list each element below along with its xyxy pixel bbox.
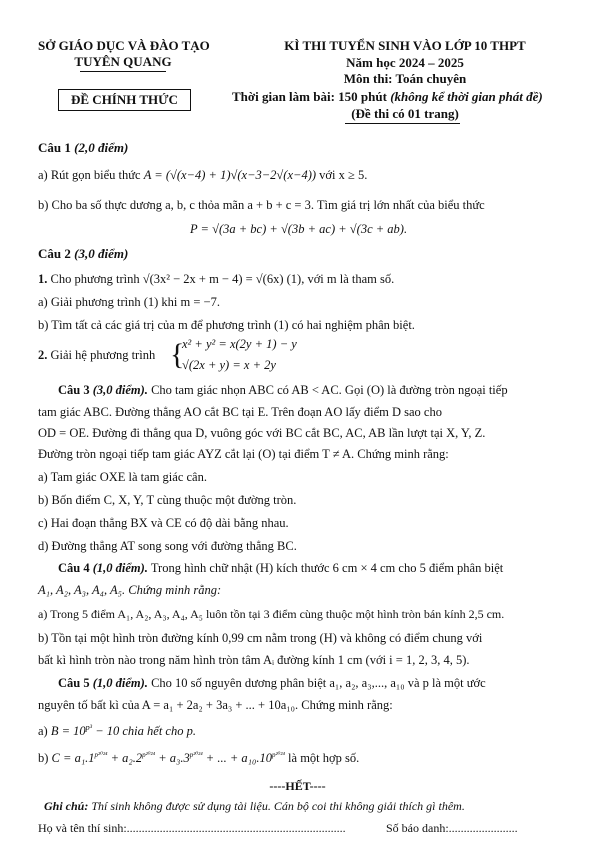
q1-a-expression: A = (√(x−4) + 1)√(x−3−2√(x−4)) [143,168,317,182]
official-label: ĐỀ CHÍNH THỨC [58,89,191,111]
q5-a-rest: − 10 chia hết cho p. [92,724,196,739]
note-label: Ghi chú: [44,799,89,813]
q1-title: Câu 1 [38,140,71,155]
candidate-number-field: Số báo danh:....................... [386,821,518,835]
q2-part2-label: 2. [38,348,48,362]
q2-part2 [38,348,155,363]
q4-title: Câu 4 [58,561,90,575]
q1-a-condition: với x ≥ 5. [319,168,368,182]
q5-b-term-4: + ... + a₁₀.10 [202,751,272,766]
note-text: Thí sinh không được sử dụng tài liệu. Cán bộ coi thi không giải thích gì thêm. [91,799,465,813]
q3-line4: Đường tròn ngoại tiếp tam giác AYZ cắt lại (O) tại điểm T ≠ A. Chứng minh rằng: [38,447,449,461]
q2-part1 [38,272,394,287]
q4-b-line1: b) Tồn tại một hình tròn đường kính 0,99 cm nằm trong (H) và không có điểm chung với [38,631,483,645]
q4-line2: A₁, A₂, A₃, A₄, A₅. Chứng minh rằng: [38,583,222,597]
q3-a: a) Tam giác OXE là tam giác cân. [38,470,207,484]
q5-a-label: a) [38,724,48,739]
q5-a-exponent: p³ [85,723,93,732]
q2-part1-label: 1. [38,272,48,286]
q4-line1 [58,561,503,576]
q5-a [38,723,196,739]
q5-b-term-1: C = a₁.1 [51,751,95,766]
q3-line1 [58,383,508,398]
q3-points: (3,0 điểm). [92,383,148,397]
time-label: Thời gian làm bài: 150 phút [232,89,387,104]
header-underline-left [80,71,166,72]
q3-c: c) Hai đoạn thẳng BX và CE có độ dài bằng nhau. [38,516,289,530]
q5-b-term-3: + a₃.3 [155,751,190,766]
q1-heading [38,140,128,156]
header-underline-right [345,123,460,124]
q5-b-rest: là một hợp số. [284,751,360,766]
q4-points: (1,0 điểm). [92,561,148,575]
q5-b-exp-1: p²⁰²⁴ [94,751,108,759]
q3-title: Câu 3 [58,383,90,397]
q2-heading [38,246,128,262]
q3-text-1: Cho tam giác nhọn ABC có AB < AC. Gọi (O) là đường tròn ngoại tiếp [151,383,508,397]
q5-b [38,751,359,766]
school-year: Năm học 2024 – 2025 [346,55,464,70]
q5-b-exp-2: p²⁰²⁴ [142,751,156,759]
q5-a-base: B = 10 [50,724,86,739]
q4-b-line2: bất kì hình tròn nào trong năm hình tròn tâm Aᵢ đường kính 1 cm (với i = 1, 2, 3, 4, 5). [38,653,470,667]
candidate-name-field: Họ và tên thí sinh:......................................................................... [38,821,346,835]
q5-points: (1,0 điểm). [92,676,148,690]
q2-b: b) Tìm tất cả các giá trị của m để phương trình (1) có hai nghiệm phân biệt. [38,318,415,332]
q5-text-1: Cho 10 số nguyên dương phân biệt a₁, a₂, a₃,..., a₁₀ và p là một ước [151,676,486,690]
time-allowed [232,89,543,105]
q1-a-text: a) Rút gọn biểu thức [38,168,141,182]
q2-points: (3,0 điểm) [74,246,129,261]
footer-note [44,799,465,814]
q5-b-label: b) [38,751,49,766]
q1-b: b) Cho ba số thực dương a, b, c thỏa mãn a + b + c = 3. Tìm giá trị lớn nhất của biểu thức [38,198,485,212]
q2-part2-text: Giải hệ phương trình [50,348,156,362]
exam-title: KÌ THI TUYỂN SINH VÀO LỚP 10 THPT [284,38,526,53]
system-equation-1: x² + y² = x(2y + 1) − y [182,337,297,351]
q1-a [38,168,367,183]
q5-b-term-2: + a₂.2 [107,751,143,766]
q1-b-expression: P = √(3a + bc) + √(3b + ac) + √(3c + ab). [190,222,408,236]
q3-d: d) Đường thẳng AT song song với đường thẳng BC. [38,539,297,553]
q2-title: Câu 2 [38,246,71,261]
q3-line3: OD = OE. Đường đi thẳng qua D, vuông góc với BC cắt BC, AC, AB lần lượt tại X, Y, Z. [38,426,486,440]
time-note: (không kể thời gian phát đề) [390,89,543,104]
q4-a: a) Trong 5 điểm A₁, A₂, A₃, A₄, A₅ luôn tồn tại 3 điểm cùng thuộc một hình tròn bán kính 2,5 cm. [38,607,505,621]
department-name: SỞ GIÁO DỤC VÀ ĐÀO TẠO [38,38,210,53]
province-name: TUYÊN QUANG [74,54,172,69]
q5-b-exp-4: p²⁰²⁴ [271,751,285,759]
q2-part1-text: Cho phương trình √(3x² − 2x + m − 4) = √(6x) (1), với m là tham số. [50,272,395,286]
q5-title: Câu 5 [58,676,90,690]
pages-note: (Đề thi có 01 trang) [351,106,459,121]
subject: Môn thi: Toán chuyên [343,71,467,86]
q1-points: (2,0 điểm) [74,140,129,155]
q3-line2: tam giác ABC. Đường thẳng AO cắt BC tại E. Trên đoạn AO lấy điểm D sao cho [38,405,442,419]
q5-line2: nguyên tố bất kì của A = a₁ + 2a₂ + 3a₃ + ... + 10a₁₀. Chứng minh rằng: [38,698,393,712]
q5-line1 [58,676,486,691]
q5-b-exp-3: p²⁰²⁴ [189,751,203,759]
system-brace: { [170,338,185,371]
q2-a: a) Giải phương trình (1) khi m = −7. [38,295,220,309]
system-equation-2: √(2x + y) = x + 2y [182,358,276,372]
end-mark: ----HẾT---- [269,779,326,793]
q3-b: b) Bốn điểm C, X, Y, T cùng thuộc một đường tròn. [38,493,297,507]
q4-text-1: Trong hình chữ nhật (H) kích thước 6 cm × 4 cm cho 5 điểm phân biệt [150,561,504,575]
